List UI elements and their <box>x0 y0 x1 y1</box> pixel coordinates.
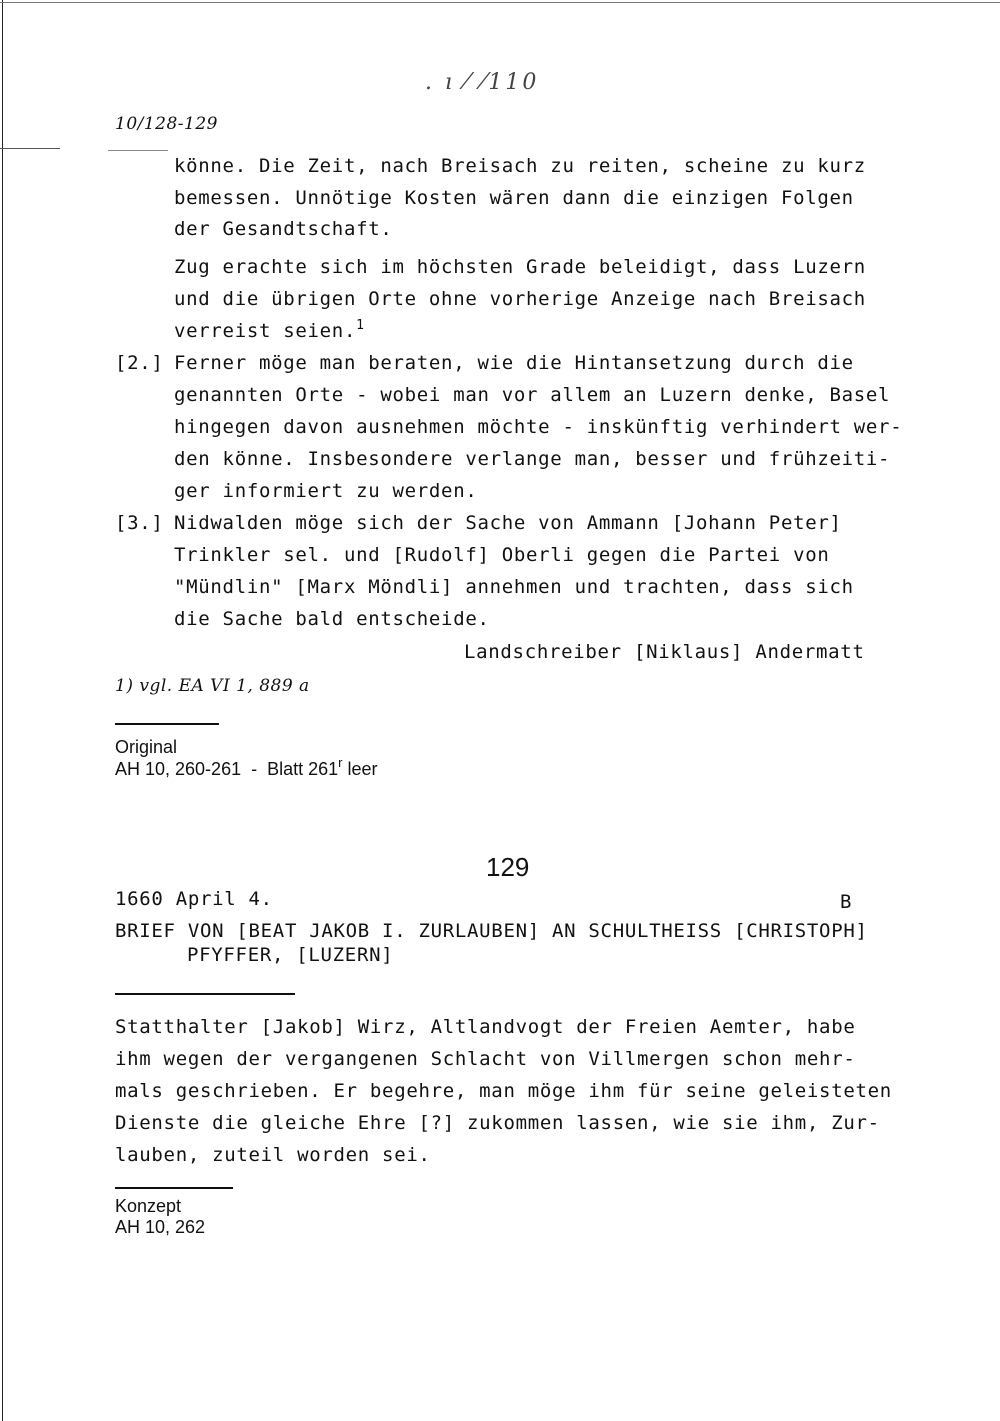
source-reference: AH 10, 262 <box>115 1217 206 1237</box>
text-line: Statthalter [Jakob] Wirz, Altlandvogt der Freien Aemter, habe <box>115 1016 856 1038</box>
text-line: genannten Orte - wobei man vor allem an Luzern denke, Basel <box>174 384 891 406</box>
text-line: Nidwalden möge sich der Sache von Ammann [Johann Peter] <box>174 512 842 534</box>
page-reference: 10/128-129 <box>115 114 218 134</box>
document-title-continued: PFYFFER, [LUZERN] <box>187 944 394 966</box>
text-line: könne. Die Zeit, nach Breisach zu reiten, scheine zu kurz <box>174 155 866 177</box>
separator-rule <box>115 723 219 725</box>
handwritten-number: . ı ⁄ ⁄110 <box>425 70 540 95</box>
text-line: hingegen davon ausnehmen möchte - inskünftig verhindert wer- <box>174 416 903 438</box>
text-line: bemessen. Unnötige Kosten wären dann die einzigen Folgen <box>174 187 854 209</box>
recto-mark: r <box>338 755 343 770</box>
text-line: Dienste die gleiche Ehre [?] zukommen lassen, wie sie ihm, Zur- <box>115 1112 880 1134</box>
text-line: und die übrigen Orte ohne vorherige Anzeige nach Breisach <box>174 288 866 310</box>
scan-mark <box>0 148 60 149</box>
document-date: 1660 April 4. <box>115 888 273 910</box>
source-reference-tail: leer <box>342 759 378 779</box>
separator-rule <box>115 1187 233 1189</box>
source-reference <box>115 755 378 780</box>
text-line: ihm wegen der vergangenen Schlacht von Villmergen schon mehr- <box>115 1048 856 1070</box>
scan-left-border <box>2 0 3 1421</box>
letter-code: B <box>840 891 853 913</box>
separator-rule <box>115 993 295 995</box>
source-type: Original <box>115 737 178 757</box>
footnote-mark: 1 <box>356 318 365 333</box>
scan-mark <box>108 150 168 151</box>
item-marker: [3.] <box>115 512 164 534</box>
source-reference-text: AH 10, 260-261 - Blatt 261 <box>115 759 339 779</box>
text-line: lauben, zuteil worden sei. <box>115 1144 431 1166</box>
text-line: den könne. Insbesondere verlange man, besser und frühzeiti- <box>174 448 891 470</box>
text-line: die Sache bald entscheide. <box>174 608 490 630</box>
document-title: BRIEF VON [BEAT JAKOB I. ZURLAUBEN] AN SCHULTHEISS [CHRISTOPH] <box>115 920 868 942</box>
source-type: Konzept <box>115 1196 182 1216</box>
signature: Landschreiber [Niklaus] Andermatt <box>464 641 865 663</box>
text-line <box>174 320 365 342</box>
footnote: 1) vgl. EA VI 1, 889 a <box>115 676 310 696</box>
text-line-content: verreist seien. <box>174 320 357 342</box>
text-line: Zug erachte sich im höchsten Grade beleidigt, dass Luzern <box>174 256 866 278</box>
text-line: Ferner möge man beraten, wie die Hintansetzung durch die <box>174 352 854 374</box>
scan-top-border <box>0 2 1000 3</box>
item-marker: [2.] <box>115 352 164 374</box>
text-line: Trinkler sel. und [Rudolf] Oberli gegen die Partei von <box>174 544 830 566</box>
text-line: der Gesandtschaft. <box>174 218 393 240</box>
document-number: 129 <box>486 852 530 882</box>
text-line: mals geschrieben. Er begehre, man möge ihm für seine geleisteten <box>115 1080 892 1102</box>
text-line: ger informiert zu werden. <box>174 480 478 502</box>
text-line: "Mündlin" [Marx Möndli] annehmen und trachten, dass sich <box>174 576 854 598</box>
